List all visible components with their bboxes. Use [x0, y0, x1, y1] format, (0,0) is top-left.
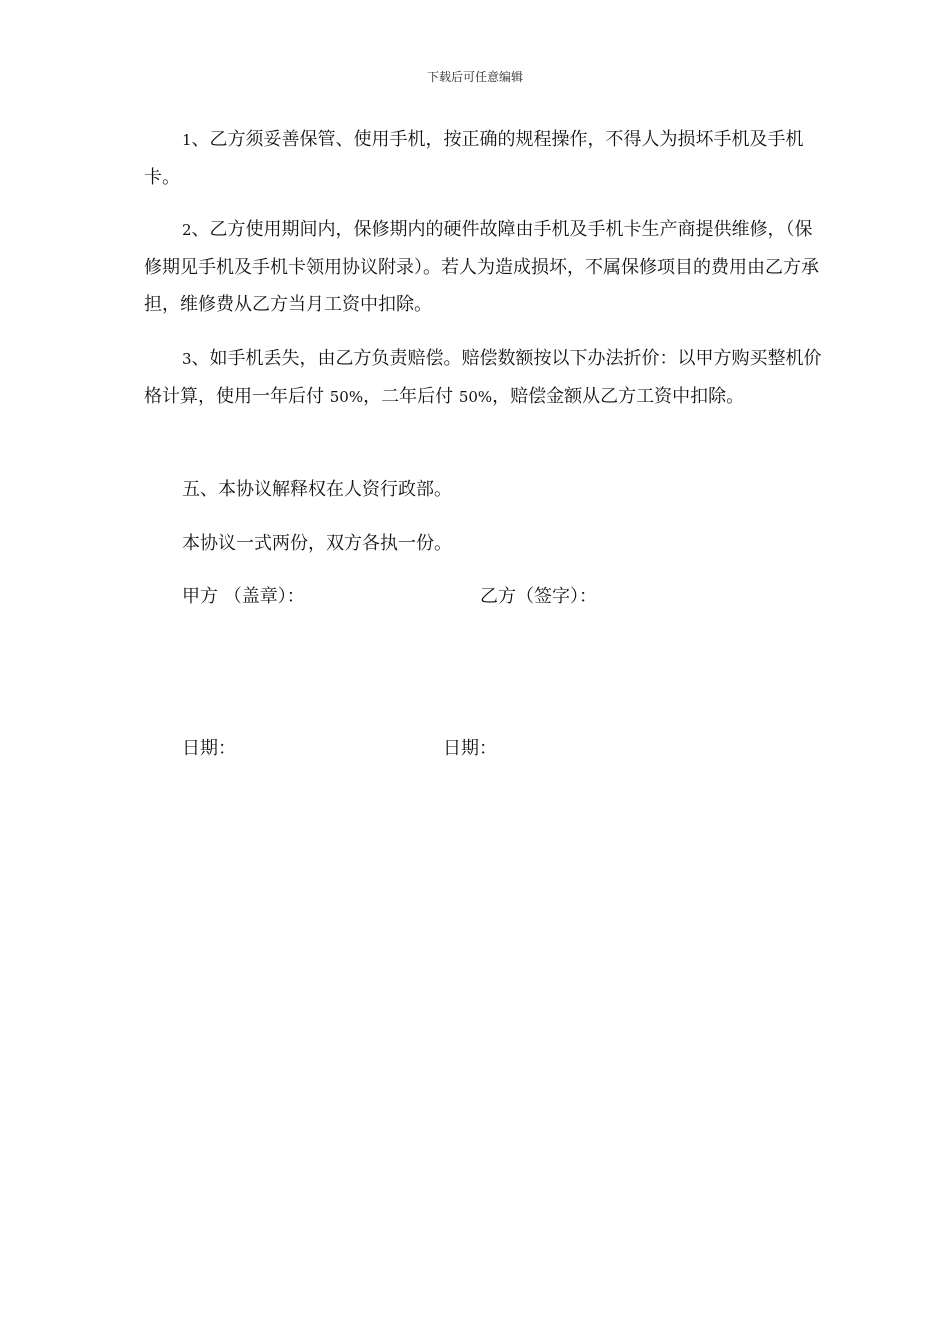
- party-b-date-label: 日期：: [443, 738, 497, 759]
- page-header-note: 下载后可任意编辑: [426, 70, 523, 84]
- clause-2-number: 2: [182, 221, 192, 239]
- clause-3-percent-2: 50%: [458, 388, 493, 406]
- clause-1-text: 、乙方须妥善保管、使用手机，按正确的规程操作，不得人为损坏手机及手机卡。: [144, 129, 804, 188]
- clause-2: [144, 211, 824, 323]
- copies-statement: 本协议一式两份，双方各执一份。: [182, 533, 452, 554]
- clause-3-text-b: ，二年后付: [363, 386, 459, 407]
- party-a-date-label: 日期：: [182, 738, 236, 759]
- clause-3-percent-1: 50%: [329, 388, 364, 406]
- clause-1-number: 1: [182, 131, 192, 149]
- party-b-sign-label: 乙方（签字）：: [480, 586, 597, 607]
- clause-3-number: 3: [182, 350, 192, 368]
- section-5-interpretation: 五、本协议解释权在人资行政部。: [182, 479, 452, 500]
- clause-3-text-a: 、如手机丢失，由乙方负责赔偿。赔偿数额按以下办法折价：以甲方购买整机价格计算，使用一年后付: [144, 348, 822, 407]
- party-a-seal-label: 甲方 （盖章）：: [182, 586, 305, 607]
- clause-3: [144, 340, 824, 416]
- clause-3-text-c: ，赔偿金额从乙方工资中扣除。: [492, 386, 745, 407]
- clause-2-text: 、乙方使用期间内，保修期内的硬件故障由手机及手机卡生产商提供维修，（保修期见手机及手机卡领用协议附录）。若人为造成损坏，不属保修项目的费用由乙方承担，维修费从乙方当月工资中扣除。: [144, 219, 819, 315]
- clause-1: [144, 121, 824, 196]
